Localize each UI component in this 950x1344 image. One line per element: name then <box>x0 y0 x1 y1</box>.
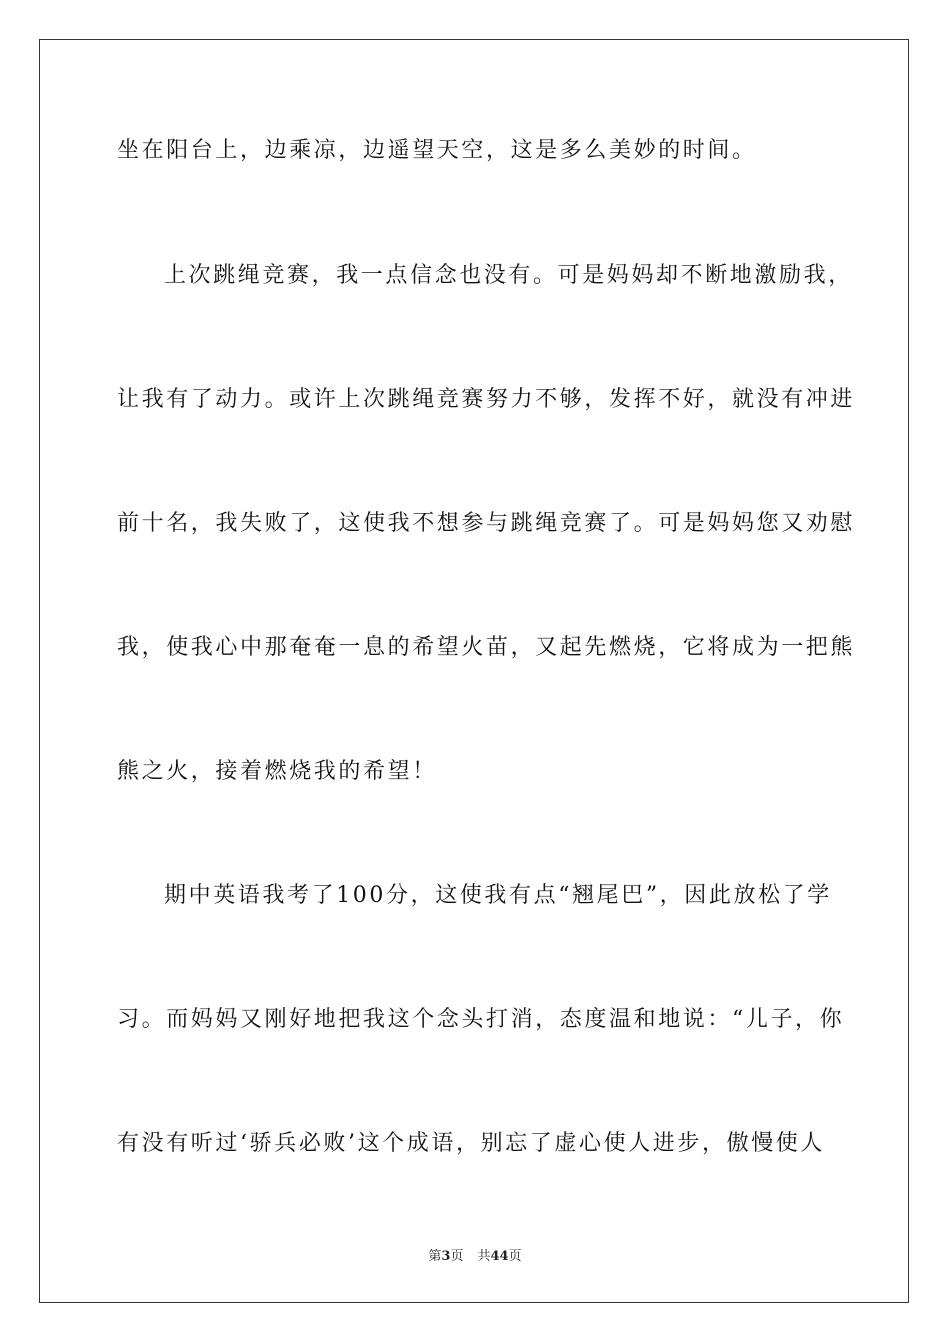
text-line-9: 有没有听过‘骄兵必败’这个成语，别忘了虚心使人进步，傲慢使人 <box>117 1131 825 1156</box>
page-border <box>39 39 909 1303</box>
page-prefix: 第 <box>428 1249 442 1264</box>
text-line-3: 让我有了动力。或许上次跳绳竞赛努力不够，发挥不好，就没有冲进 <box>117 387 856 412</box>
total-pages: 44 <box>490 1249 509 1264</box>
total-prefix: 共 <box>477 1249 491 1264</box>
text-line-1: 坐在阳台上，边乘凉，边遥望天空，这是多么美妙的时间。 <box>117 138 757 163</box>
page-number: 3 <box>441 1249 451 1264</box>
page-suffix: 页 <box>450 1249 464 1264</box>
page-footer <box>0 1248 950 1266</box>
text-line-8: 习。而妈妈又刚好地把我这个念头打消，态度温和地说：“儿子，你 <box>117 1007 845 1032</box>
text-line-7: 期中英语我考了100分，这使我有点“翘尾巴”，因此放松了学 <box>164 883 832 908</box>
text-line-4: 前十名，我失败了，这使我不想参与跳绳竞赛了。可是妈妈您又劝慰 <box>117 511 856 536</box>
total-suffix: 页 <box>508 1249 522 1264</box>
text-line-2: 上次跳绳竞赛，我一点信念也没有。可是妈妈却不断地激励我， <box>164 263 853 288</box>
text-line-5: 我，使我心中那奄奄一息的希望火苗，又起先燃烧，它将成为一把熊 <box>117 635 856 660</box>
text-line-6: 熊之火，接着燃烧我的希望！ <box>117 759 437 784</box>
